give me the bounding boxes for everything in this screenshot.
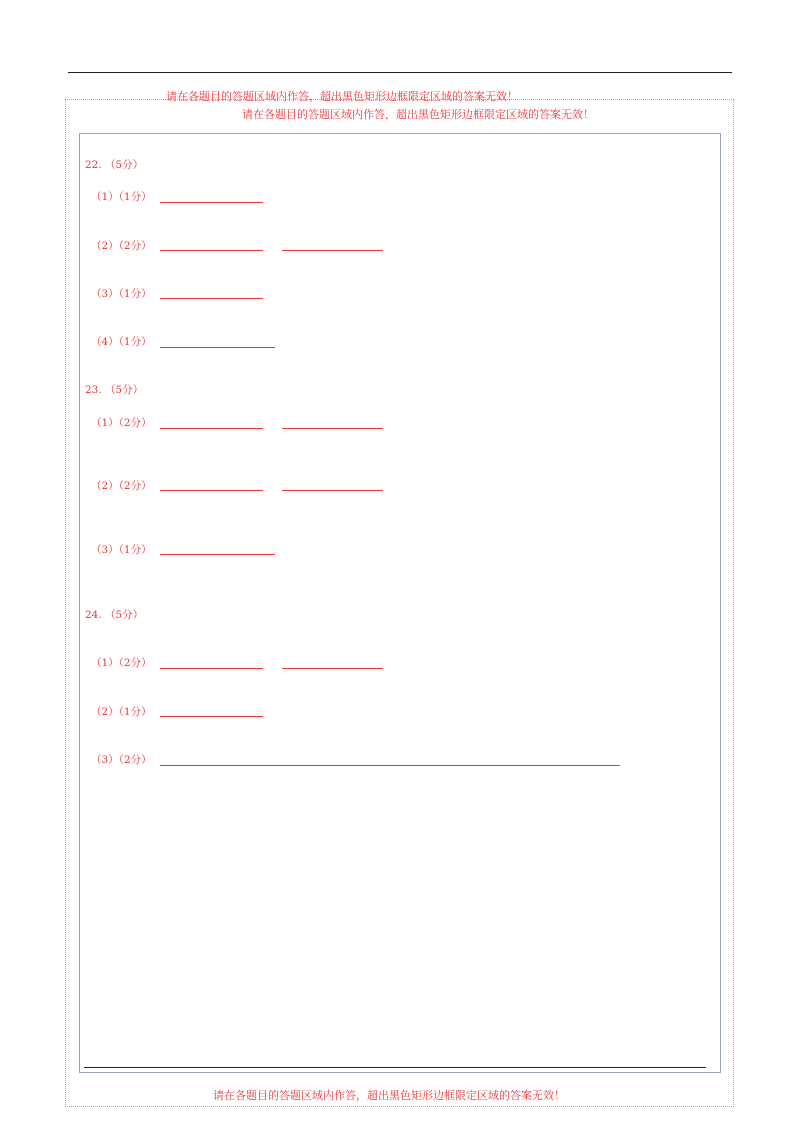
q22-part-4-label: （4）（1分） [91,336,152,348]
q24-part-1-answer-line-b[interactable] [282,668,383,669]
q23-part-3-answer-line[interactable] [160,554,275,555]
q22-part-3-answer-line[interactable] [160,298,263,299]
q24-part-3-answer-line[interactable] [160,765,620,766]
q23-part-2-answer-line-b[interactable] [282,490,383,491]
q24-part-2-label: （2）（1分） [91,706,152,718]
q24-part-1-answer-line-a[interactable] [160,668,263,669]
bottom-rule [84,1067,706,1068]
bottom-warning: 请在各题目的答题区域内作答，超出黑色矩形边框限定区域的答案无效！ [213,1089,565,1102]
q23-part-3-label: （3）（1分） [91,544,152,556]
q22-part-2-answer-line-b[interactable] [282,250,383,251]
top-warning-inner: 请在各题目的答题区域内作答，超出黑色矩形边框限定区域的答案无效！ [242,108,594,121]
q22-part-4-answer-line[interactable] [160,347,275,348]
q24-part-1-label: （1）（2分） [91,657,152,669]
question-23-title: 23. （5分） [85,384,144,396]
q24-part-3-label: （3）（2分） [91,754,152,766]
top-rule [68,72,732,73]
q22-part-2-answer-line-a[interactable] [160,250,263,251]
q23-part-1-label: （1）（2分） [91,417,152,429]
q22-part-3-label: （3）（1分） [91,288,152,300]
q22-part-1-label: （1）（1分） [91,191,152,203]
question-22-title: 22. （5分） [85,159,144,171]
q22-part-2-label: （2）（2分） [91,240,152,252]
top-warning-outer: 请在各题目的答题区域内作答，超出黑色矩形边框限定区域的答案无效！ [166,90,518,103]
q23-part-1-answer-line-a[interactable] [160,428,263,429]
q23-part-1-answer-line-b[interactable] [282,428,383,429]
q23-part-2-answer-line-a[interactable] [160,490,263,491]
q24-part-2-answer-line[interactable] [160,716,263,717]
q23-part-2-label: （2）（2分） [91,480,152,492]
question-24-title: 24. （5分） [85,609,144,621]
answer-frame [79,133,721,1073]
q22-part-1-answer-line[interactable] [160,202,263,203]
